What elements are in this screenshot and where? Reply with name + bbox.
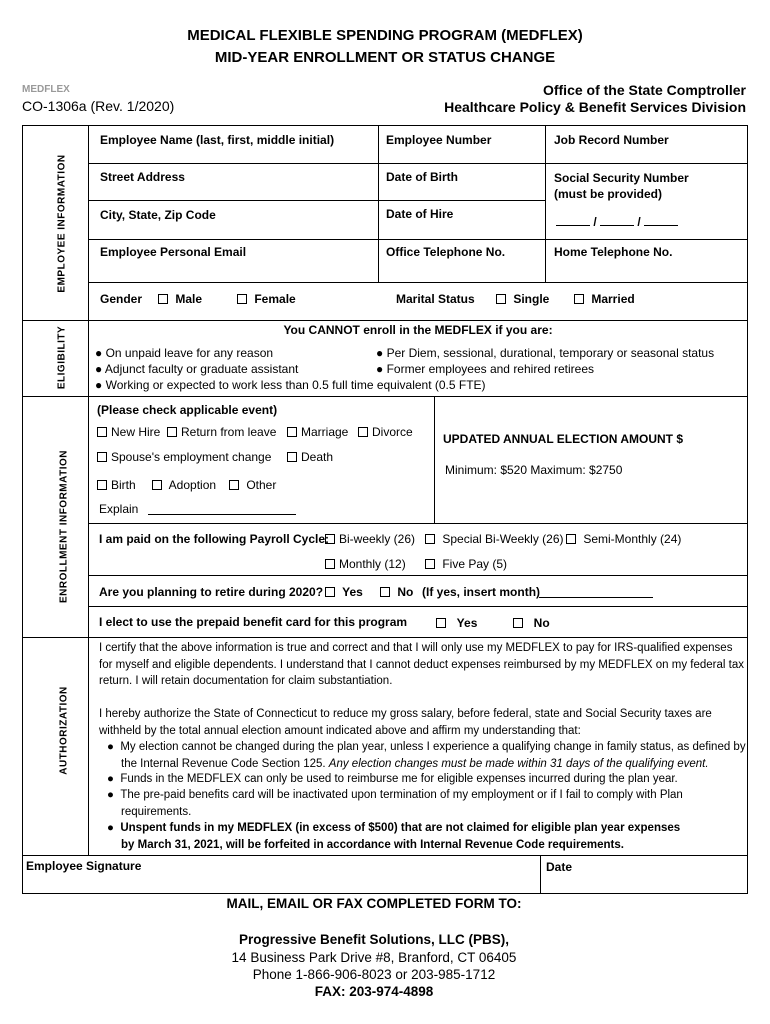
payroll-special-biweekly[interactable]: Special Bi-Weekly (26) (425, 532, 564, 546)
event-birth[interactable]: Birth (97, 478, 136, 492)
event-adoption[interactable]: Adoption (152, 478, 216, 492)
event-heading: (Please check applicable event) (97, 403, 278, 417)
prepaid-no-checkbox[interactable] (513, 618, 523, 628)
eligibility-heading: You CANNOT enroll in the MEDFLEX if you are: (283, 323, 553, 337)
ssn-field[interactable]: / / (556, 215, 678, 229)
office-tel-label: Office Telephone No. (386, 245, 506, 259)
biweekly-checkbox[interactable] (325, 534, 335, 544)
ssn-note: (must be provided) (554, 187, 663, 201)
birth-checkbox[interactable] (97, 480, 107, 490)
marital-label: Marital Status (396, 292, 475, 306)
prepaid-no[interactable]: No (513, 616, 550, 630)
email-label: Employee Personal Email (100, 245, 247, 259)
explain-field[interactable] (148, 514, 296, 515)
payroll-semimonthly[interactable]: Semi-Monthly (24) (566, 532, 681, 546)
section-enrollment: ENROLLMENT INFORMATION (58, 449, 70, 604)
form-number: CO-1306a (Rev. 1/2020) (22, 98, 175, 114)
home-tel-label: Home Telephone No. (554, 245, 673, 259)
prepaid-yes[interactable]: Yes (436, 616, 477, 630)
event-other[interactable]: Other (229, 478, 276, 492)
male-checkbox[interactable] (158, 294, 168, 304)
section-authorization: AUTHORIZATION (58, 686, 70, 775)
street-address-label: Street Address (100, 170, 185, 184)
certification-text: I certify that the above information is true and correct and that I will only use my MEDFLEX to pay for IRS-qualified expenses for myself and eligible dependents. I understand that I cannot deduct expenses reimbursed by my MEDFLEX on my federal tax return. I will retain documentation for claim substantiation. (99, 642, 744, 687)
explain-label: Explain (99, 502, 139, 516)
company-name: Progressive Benefit Solutions, LLC (PBS), (238, 932, 510, 947)
signature-field[interactable] (30, 876, 530, 890)
event-death[interactable]: Death (287, 450, 333, 464)
retire-month-field[interactable] (539, 597, 653, 598)
authorization-bullet: ● Funds in the MEDFLEX can only be used to reimburse me for eligible expenses incurred during the plan year. (107, 773, 678, 785)
new-hire-checkbox[interactable] (97, 427, 107, 437)
event-marriage[interactable]: Marriage (287, 425, 348, 439)
return-leave-checkbox[interactable] (167, 427, 177, 437)
event-spouse-employment[interactable]: Spouse's employment change (97, 450, 271, 464)
eligibility-item: ● On unpaid leave for any reason (95, 346, 274, 360)
adoption-checkbox[interactable] (152, 480, 162, 490)
married-checkbox[interactable] (574, 294, 584, 304)
election-amount-label: UPDATED ANNUAL ELECTION AMOUNT $ (443, 432, 683, 446)
prepaid-yes-checkbox[interactable] (436, 618, 446, 628)
city-label: City, State, Zip Code (100, 208, 216, 222)
job-record-label: Job Record Number (554, 133, 669, 147)
fivepay-checkbox[interactable] (425, 559, 435, 569)
date-field[interactable] (550, 876, 740, 890)
ssn-label: Social Security Number (554, 171, 689, 185)
death-checkbox[interactable] (287, 452, 297, 462)
authorization-text: I hereby authorize the State of Connecticut to reduce my gross salary, before federal, state and Social Security taxes are withheld by the total annual election amount indicated above and affirm my understanding that: (99, 708, 712, 737)
semimonthly-checkbox[interactable] (566, 534, 576, 544)
spouse-checkbox[interactable] (97, 452, 107, 462)
section-employee: EMPLOYEE INFORMATION (56, 154, 68, 293)
payroll-monthly[interactable]: Monthly (12) (325, 557, 406, 571)
authorization-bullet: ● My election cannot be changed during the plan year, unless I experience a qualifying change in family status, as defined by the Internal Revenue Code Section 125. Any election changes must be made within 31 days of the qualifying event. (107, 741, 746, 770)
retire-month-label: (If yes, insert month) (422, 585, 541, 599)
division-name: Healthcare Policy & Benefit Services Division (444, 99, 746, 115)
marital-single-option[interactable]: Single (496, 292, 549, 306)
eligibility-item: ● Former employees and rehired retirees (376, 362, 595, 376)
retire-yes[interactable]: Yes (325, 585, 363, 599)
employee-number-label: Employee Number (386, 133, 492, 147)
authorization-bullet: ● Unspent funds in my MEDFLEX (in excess of $500) that are not claimed for eligible plan year expenses by March 31, 2021, will be forfeited in accordance with Internal Revenue Code requirements. (107, 822, 681, 851)
section-eligibility: ELIGIBILITY (56, 325, 68, 390)
female-checkbox[interactable] (237, 294, 247, 304)
form-tag: MEDFLEX (22, 84, 70, 95)
retire-no-checkbox[interactable] (380, 587, 390, 597)
event-divorce[interactable]: Divorce (358, 425, 413, 439)
gender-label: Gender (100, 292, 143, 306)
company-address: 14 Business Park Drive #8, Branford, CT 06405 (231, 950, 517, 965)
doh-label: Date of Hire (386, 207, 454, 221)
retire-yes-checkbox[interactable] (325, 587, 335, 597)
gender-female-option[interactable]: Female (237, 292, 296, 306)
single-checkbox[interactable] (496, 294, 506, 304)
other-checkbox[interactable] (229, 480, 239, 490)
election-min-max: Minimum: $520 Maximum: $2750 (445, 463, 623, 477)
divorce-checkbox[interactable] (358, 427, 368, 437)
marriage-checkbox[interactable] (287, 427, 297, 437)
form-subtitle: MID-YEAR ENROLLMENT OR STATUS CHANGE (214, 49, 556, 66)
employee-name-label: Employee Name (last, first, middle initial) (100, 133, 335, 147)
eligibility-item: ● Working or expected to work less than 0.5 full time equivalent (0.5 FTE) (95, 378, 486, 392)
retire-question: Are you planning to retire during 2020? (99, 585, 324, 599)
office-name: Office of the State Comptroller (542, 82, 746, 98)
special-biweekly-checkbox[interactable] (425, 534, 435, 544)
payroll-fivepay[interactable]: Five Pay (5) (425, 557, 507, 571)
marital-married-option[interactable]: Married (574, 292, 635, 306)
authorization-bullet: ● The pre-paid benefits card will be inactivated upon termination of my employment or if I fail to comply with Plan requirements. (107, 789, 683, 818)
eligibility-item: ● Adjunct faculty or graduate assistant (95, 362, 299, 376)
date-label: Date (546, 860, 573, 874)
payroll-label: I am paid on the following Payroll Cycle: (99, 532, 330, 546)
company-phone: Phone 1-866-906-8023 or 203-985-1712 (252, 967, 496, 982)
monthly-checkbox[interactable] (325, 559, 335, 569)
prepaid-card-question: I elect to use the prepaid benefit card for this program (99, 615, 408, 629)
event-return-leave[interactable]: Return from leave (167, 425, 276, 439)
payroll-biweekly[interactable]: Bi-weekly (26) (325, 532, 415, 546)
gender-male-option[interactable]: Male (158, 292, 202, 306)
dob-label: Date of Birth (386, 170, 458, 184)
retire-no[interactable]: No (380, 585, 413, 599)
mail-instructions: MAIL, EMAIL OR FAX COMPLETED FORM TO: (226, 896, 522, 911)
event-new-hire[interactable]: New Hire (97, 425, 160, 439)
signature-label: Employee Signature (26, 859, 142, 873)
eligibility-item: ● Per Diem, sessional, durational, temporary or seasonal status (376, 346, 715, 360)
form-title: MEDICAL FLEXIBLE SPENDING PROGRAM (MEDFLEX) (187, 27, 583, 44)
company-fax: FAX: 203-974-4898 (314, 984, 434, 999)
